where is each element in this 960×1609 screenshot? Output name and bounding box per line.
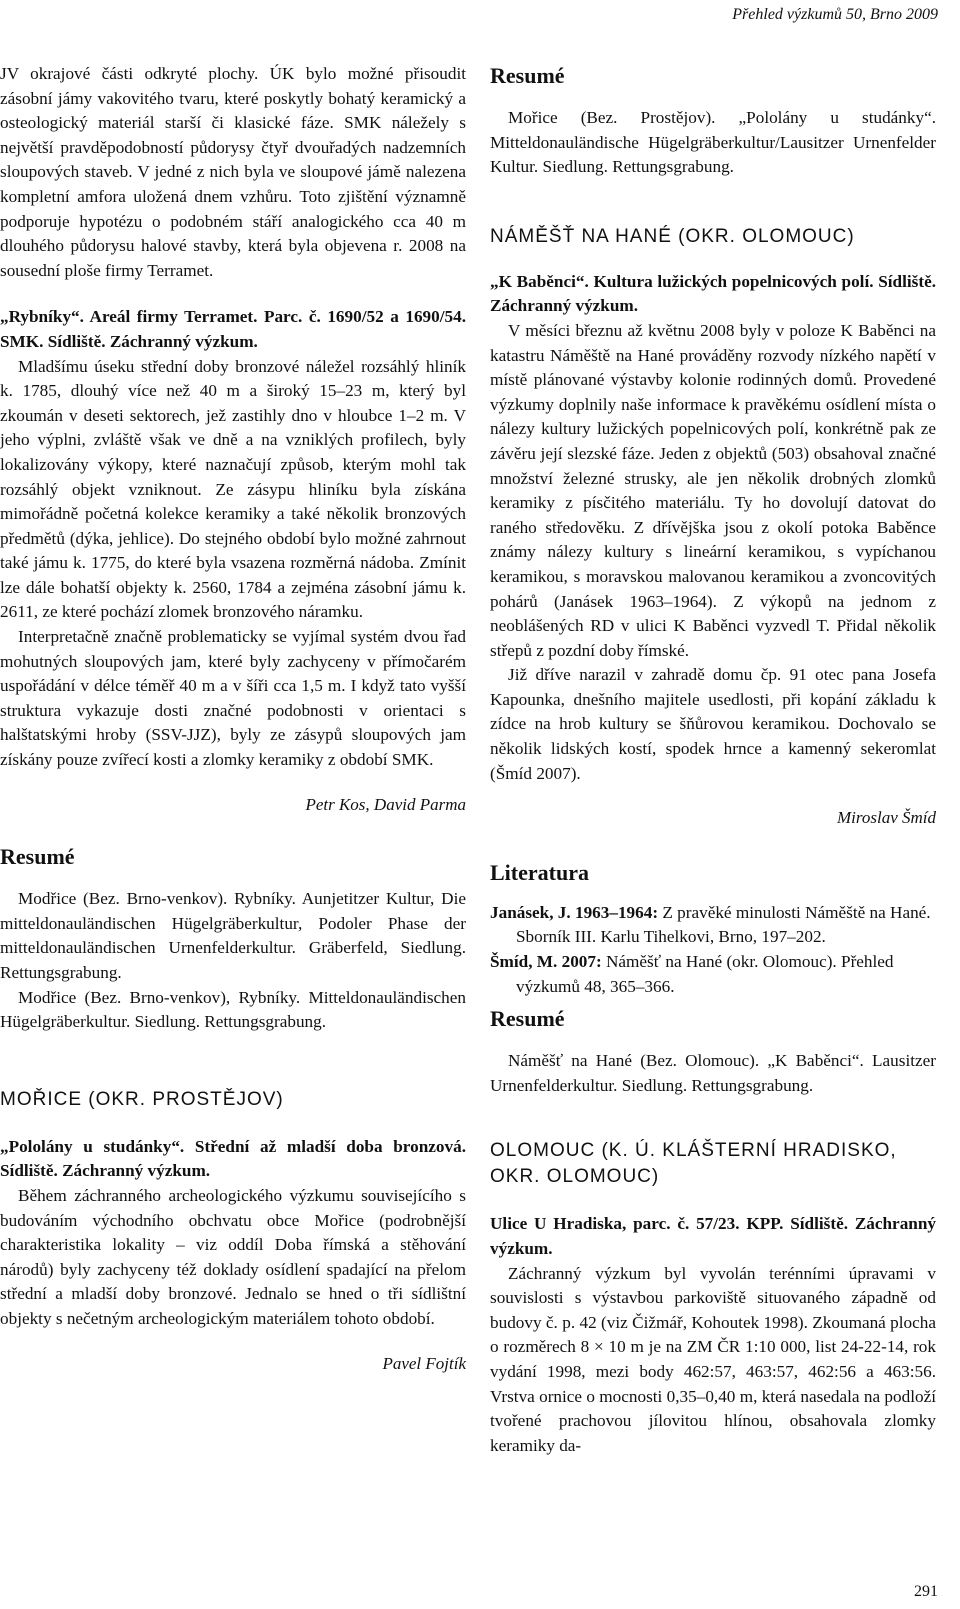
section-title: OLOMOUC (K. Ú. KLÁŠTERNÍ HRADISKO, OKR. OLOMOUC) [490,1140,897,1188]
reference-text: Náměšť na Hané (okr. Olomouc). Přehled výzkumů 48, 365–366. [516,952,894,996]
paragraph: Mladšímu úseku střední doby bronzové náležel rozsáhlý hliník k. 1785, dlouhý více než 40 m a široký 15–23 m, který byl zkoumán v deseti sektorech, jež zastihly dno v hloubce 1–2 m. V jeho výplni, zvláště však ve dně a na vzniklých profilech, byly lokalizovány výkopy, které naznačují způsob, kterým mohl tak rozsáhlý objekt vzniknout. Ze zásypu hliníku byla získána mimořádně početná kolekce keramiky a také několik bronzových předmětů (dýka, jehlice). Do stejného období bylo možné zahrnout také jámu k. 1775, do které byla vsazena rozměrná nádoba. Zmínit lze dále bohatší objekty k. 2560, 1784 a zejména zásobní jámu k. 2611, ze které pochází zlomek bronzového náramku. [0,356,466,622]
literature-heading: Literatura [490,859,589,885]
reference-author: Janásek, J. 1963–1964: [490,902,659,922]
entry-heading: „Pololány u studánky“. Střední až mladší doba bronzová. Sídliště. Záchranný výzkum. [0,1136,466,1181]
author-signature: Petr Kos, David Parma [305,794,466,814]
author-signature: Miroslav Šmíd [836,808,936,828]
running-head: Přehled výzkumů 50, Brno 2009 [732,6,938,23]
reference-author: Šmíd, M. 2007: [490,952,602,972]
paragraph: Modřice (Bez. Brno-venkov). Rybníky. Aunjetitzer Kultur, Die mitteldonauländischen Hügelgräberkultur, Podoler Phase der mitteldonauländischen Urnenfelderkultur. Gräberfeld, Siedlung. Rettungsgrabung. [0,889,466,982]
section-title: MOŘICE (OKR. PROSTĚJOV) [0,1088,284,1110]
paragraph: V měsíci březnu až květnu 2008 byly v poloze K Baběnci na katastru Náměště na Hané prováděny rozvody nízkého napětí v místě plánované výstavby kolonie rodinných domů. Provedené výzkumy doplnily naše informace k pravěkému osídlení místa o nálezy kultury lužických popelnicových polí, konkrétně pak ze závěru její slezské fáze. Jeden z objektů (503) obsahoval značné množství železné strusky, ale jen několik drobných zlomků keramiky z písčitého materiálu. Ty ho dovolují datovat do raného středověku. Z dřívějška jsou z okolí potoka Baběnce známy nálezy kultury s lineární keramikou, s vypíchanou keramikou, s moravskou malovanou keramikou a zvoncovitých pohárů (Janásek 1963–1964). Z výkopů na jednom z neoblášených RD v ulici K Baběnci vyzvedl T. Přidal několik střepů z pozdní doby římské. [490,320,936,660]
entry-heading: Ulice U Hradiska, parc. č. 57/23. KPP. Sídliště. Záchranný výzkum. [490,1214,936,1258]
paragraph: Během záchranného archeologického výzkumu souvisejícího s budováním východního obchvatu obce Mořice (podrobnější charakteristika lokality – viz oddíl Doba římská a stěhování národů) byly zachyceny též doklady osídlení spadající na přelom střední a mladší doby bronzové. Jednalo se hned o tři sídlištní objekty s nečetným archeologickým materiálem tohoto období. [0,1185,466,1328]
author-signature: Pavel Fojtík [382,1353,466,1373]
resume-heading: Resumé [490,63,565,88]
page-number: 291 [914,1583,938,1600]
reference-text: Z pravěké minulosti Náměště na Hané. Sborník III. Karlu Tihelkovi, Brno, 197–202. [516,902,931,947]
left-column [0,62,466,1376]
paragraph: Náměšť na Hané (Bez. Olomouc). „K Baběnci“. Lausitzer Urnenfelderkultur. Siedlung. Rettungsgrabung. [490,1051,936,1095]
section-title: NÁMĚŠŤ NA HANÉ (OKR. OLOMOUC) [490,225,855,247]
reference-item [490,950,936,999]
paragraph: Záchranný výzkum byl vyvolán terénními úpravami v souvislosti s výstavbou parkoviště situovaného západně od budovy č. p. 42 (viz Čižmář, Kohoutek 1998). Zkoumaná plocha o rozměrech 8 × 10 m je na ZM ČR 1:10 000, list 24-22-14, rok vydání 1998, mezi body 462:57, 463:57, 462:56 a 463:56. Vrstva ornice o mocnosti 0,35–0,40 m, která nasedala na podloží tvořené prachovou jílovitou hlínou, obsahovala zlomky keramiky da- [490,1263,936,1455]
paragraph: Modřice (Bez. Brno-venkov), Rybníky. Mitteldonauländischen Hügelgräberkultur. Siedlung. Rettungsgrabung. [0,987,466,1032]
paragraph: Mořice (Bez. Prostějov). „Pololány u studánky“. Mitteldonauländische Hügelgräberkultur/Lausitzer Urnenfelder Kultur. Siedlung. Rettungsgrabung. [490,108,936,177]
resume-heading: Resumé [0,844,75,870]
paragraph: Interpretačně značně problematicky se vyjímal systém dvou řad mohutných sloupových jam, které byly zachyceny v přímočarém uspořádání v délce téměř 40 m a v šíři cca 1,5 m. I když tato vyšší struktura vykazuje dosti značné podobnosti v orientaci s halštatskými hroby (SSV-JJZ), byly ze zásypů sloupových jam získány pouze zvířecí kosti a zlomky keramiky z období SMK. [0,627,466,770]
entry-heading: „Rybníky“. Areál firmy Terramet. Parc. č. 1690/52 a 1690/54. SMK. Sídliště. Záchranný výzkum. [0,307,466,351]
resume-heading: Resumé [490,1006,565,1032]
reference-item [490,901,936,950]
paragraph: Již dříve narazil v zahradě domu čp. 91 otec pana Josefa Kapounka, dnešního majitele usedlosti, při kopání základu k zídce na hrob kultury se šňůrovou keramikou. Dochovalo se několik lidských kostí, spodek hrnce a kamenný sekeromlat (Šmíd 2007). [490,665,936,783]
entry-heading: „K Baběnci“. Kultura lužických popelnicových polí. Sídliště. Záchranný výzkum. [490,271,936,316]
paragraph: JV okrajové části odkryté plochy. ÚK bylo možné přisoudit zásobní jámy vakovitého tvaru, které poskytly bohatý keramický a osteologický materiál starší či klasické fáze. SMK náležely s největší pravděpodobností půdorysy čtyř dvouřadých nadzemních sloupových staveb. V jedné z nich byla ve sloupové jámě nalezena kompletní amfora uložená dnem vzhůru. Toto zjištění významně podporuje hypotézu o podobném stáří analogického cca 40 m dlouhého půdorysu halové stavby, která byla objevena r. 2008 na sousední ploše firmy Terramet. [0,64,466,280]
right-column [490,62,936,1458]
